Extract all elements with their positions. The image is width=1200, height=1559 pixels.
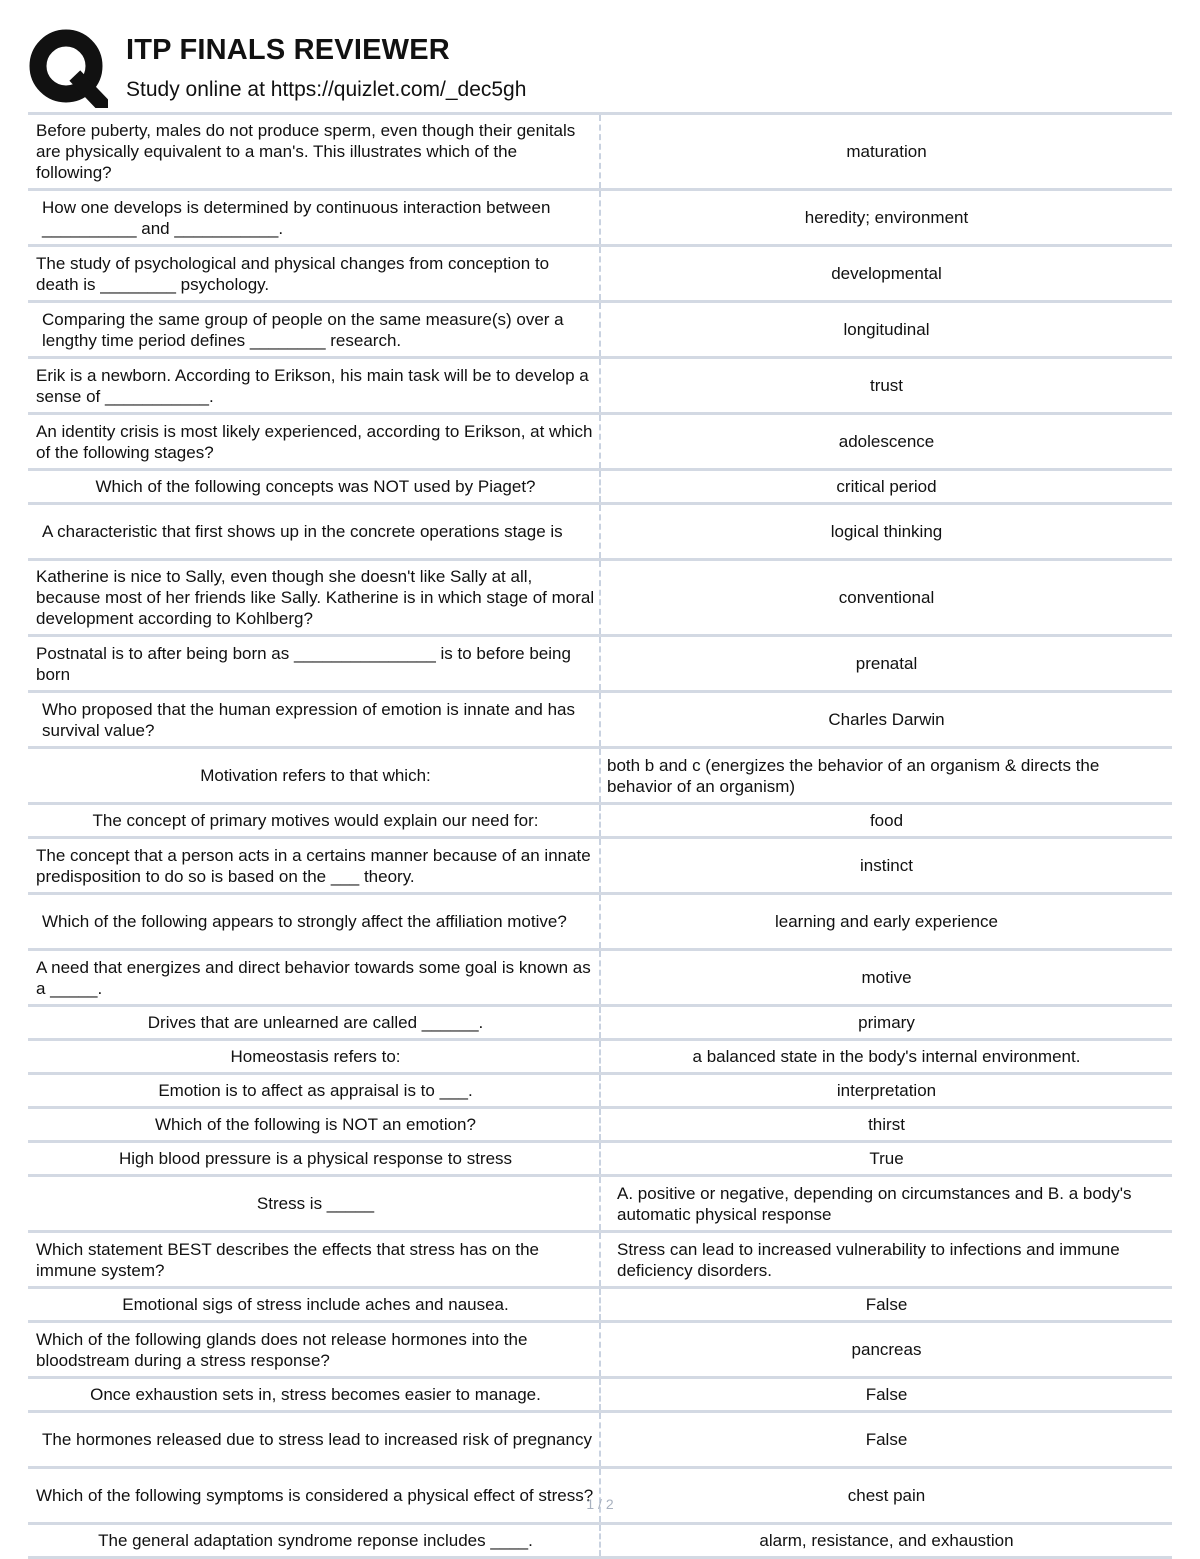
- card-term: Which statement BEST describes the effects that stress has on the immune system?: [28, 1233, 601, 1286]
- card-row: [28, 115, 1172, 191]
- card-term: The concept of primary motives would explain our need for:: [28, 805, 601, 836]
- card-row: [28, 1289, 1172, 1323]
- card-row: [28, 1109, 1172, 1143]
- card-term: Drives that are unlearned are called ______.: [28, 1007, 601, 1038]
- card-definition: Stress can lead to increased vulnerability to infections and immune deficiency disorders.: [617, 1239, 1120, 1280]
- page-header: [28, 28, 1178, 110]
- card-term: Before puberty, males do not produce sperm, even though their genitals are physically equivalent to a man's. This illustrates which of the following?: [28, 115, 601, 188]
- card-term: Comparing the same group of people on the same measure(s) over a lengthy time period defines ________ research.: [28, 303, 601, 356]
- card-row: [28, 895, 1172, 951]
- card-term: Who proposed that the human expression of emotion is innate and has survival value?: [28, 693, 601, 746]
- card-term: A need that energizes and direct behavior towards some goal is known as a _____.: [28, 951, 601, 1004]
- card-row: [28, 359, 1172, 415]
- card-definition: heredity; environment: [804, 208, 969, 227]
- card-row: [28, 805, 1172, 839]
- card-term: How one develops is determined by continuous interaction between __________ and ___________.: [28, 191, 601, 244]
- card-row: [28, 247, 1172, 303]
- card-row: [28, 1525, 1172, 1559]
- card-definition: maturation: [846, 142, 927, 161]
- card-definition: instinct: [860, 856, 913, 875]
- card-term: Postnatal is to after being born as _______________ is to before being born: [28, 637, 601, 690]
- card-definition: learning and early experience: [774, 912, 999, 931]
- card-term: Emotional sigs of stress include aches and nausea.: [28, 1289, 601, 1320]
- page-title: ITP FINALS REVIEWER: [126, 34, 450, 66]
- card-row: [28, 1143, 1172, 1177]
- card-term: The concept that a person acts in a certains manner because of an innate predisposition to do so is based on the ___ theory.: [28, 839, 601, 892]
- card-definition: False: [865, 1295, 908, 1314]
- card-definition: chest pain: [847, 1486, 926, 1505]
- card-term: Erik is a newborn. According to Erikson, his main task will be to develop a sense of ___________.: [28, 359, 601, 412]
- card-row: [28, 471, 1172, 505]
- flashcard-table: [28, 112, 1172, 1559]
- card-term: Which of the following concepts was NOT used by Piaget?: [28, 471, 601, 502]
- card-row: [28, 561, 1172, 637]
- card-row: [28, 839, 1172, 895]
- card-row: [28, 1413, 1172, 1469]
- card-definition: prenatal: [855, 654, 918, 673]
- card-term: Stress is _____: [28, 1177, 601, 1230]
- card-definition: conventional: [838, 588, 935, 607]
- card-definition: a balanced state in the body's internal environment.: [692, 1047, 1081, 1066]
- card-row: [28, 1323, 1172, 1379]
- card-row: [28, 693, 1172, 749]
- card-definition: False: [865, 1430, 908, 1449]
- card-row: [28, 505, 1172, 561]
- card-term: Once exhaustion sets in, stress becomes easier to manage.: [28, 1379, 601, 1410]
- card-definition: interpretation: [836, 1081, 937, 1100]
- card-row: [28, 951, 1172, 1007]
- card-definition: critical period: [836, 477, 937, 496]
- card-term: The general adaptation syndrome reponse includes ____.: [28, 1525, 601, 1556]
- card-term: An identity crisis is most likely experienced, according to Erikson, at which of the following stages?: [28, 415, 601, 468]
- quizlet-q-logo-icon: [28, 28, 108, 108]
- card-term: Which of the following symptoms is considered a physical effect of stress?: [28, 1469, 601, 1522]
- card-definition: alarm, resistance, and exhaustion: [759, 1531, 1014, 1550]
- card-definition: longitudinal: [843, 320, 930, 339]
- card-definition: False: [865, 1385, 908, 1404]
- card-definition: developmental: [831, 264, 942, 283]
- card-row: [28, 415, 1172, 471]
- card-definition: both b and c (energizes the behavior of an organism & directs the behavior of an organism): [607, 755, 1100, 796]
- card-row: [28, 1379, 1172, 1413]
- card-definition: food: [869, 811, 904, 830]
- card-term: Which of the following is NOT an emotion?: [28, 1109, 601, 1140]
- card-row: [28, 1041, 1172, 1075]
- card-row: [28, 1177, 1172, 1233]
- card-definition: trust: [869, 376, 904, 395]
- card-definition: A. positive or negative, depending on circumstances and B. a body's automatic physical response: [617, 1183, 1132, 1224]
- card-row: [28, 749, 1172, 805]
- card-row: [28, 1233, 1172, 1289]
- card-term: Which of the following appears to strongly affect the affiliation motive?: [28, 895, 601, 948]
- card-term: High blood pressure is a physical response to stress: [28, 1143, 601, 1174]
- card-definition: True: [869, 1149, 904, 1168]
- card-term: Katherine is nice to Sally, even though she doesn't like Sally at all, because most of her friends like Sally. Katherine is in which stage of moral development according to Kohlberg?: [28, 561, 601, 634]
- card-term: A characteristic that first shows up in the concrete operations stage is: [28, 505, 601, 558]
- card-row: [28, 191, 1172, 247]
- card-definition: motive: [861, 968, 912, 987]
- card-term: The study of psychological and physical changes from conception to death is ________ psychology.: [28, 247, 601, 300]
- page-number: 1 / 2: [586, 1496, 614, 1512]
- card-term: Which of the following glands does not release hormones into the bloodstream during a stress response?: [28, 1323, 601, 1376]
- card-definition: logical thinking: [830, 522, 943, 541]
- card-row: [28, 637, 1172, 693]
- card-term: The hormones released due to stress lead to increased risk of pregnancy: [28, 1413, 601, 1466]
- card-term: Motivation refers to that which:: [28, 749, 601, 802]
- card-row: [28, 303, 1172, 359]
- card-definition: primary: [858, 1013, 915, 1032]
- card-definition: Charles Darwin: [828, 710, 945, 729]
- card-term: Emotion is to affect as appraisal is to ___.: [28, 1075, 601, 1106]
- study-online-link[interactable]: Study online at https://quizlet.com/_dec5gh: [126, 78, 527, 101]
- card-row: [28, 1007, 1172, 1041]
- card-definition: thirst: [868, 1115, 905, 1134]
- card-row: [28, 1075, 1172, 1109]
- card-term: Homeostasis refers to:: [28, 1041, 601, 1072]
- card-definition: pancreas: [851, 1340, 922, 1359]
- card-definition: adolescence: [838, 432, 935, 451]
